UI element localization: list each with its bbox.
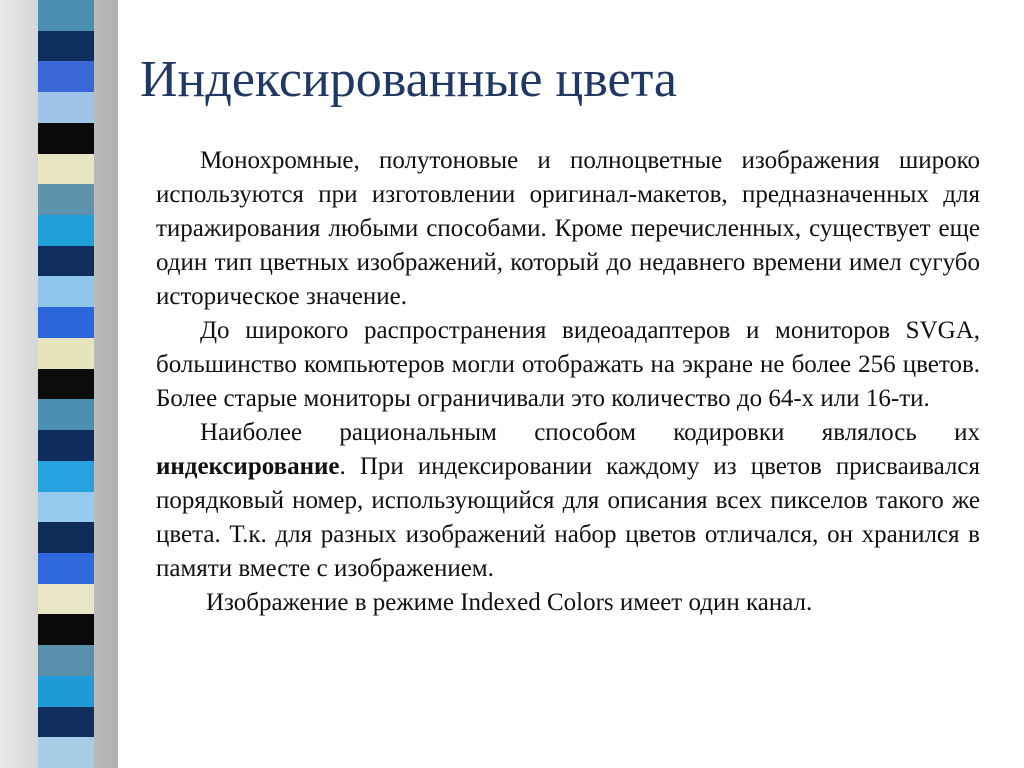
strip-band	[38, 676, 94, 707]
strip-band	[38, 492, 94, 523]
strip-band	[38, 737, 94, 768]
paragraph-4: Изображение в режиме Indexed Colors имеет один канал.	[206, 589, 813, 616]
strip-band	[38, 215, 94, 246]
strip-band	[38, 92, 94, 123]
strip-band	[38, 553, 94, 584]
strip-band	[38, 184, 94, 215]
decorative-color-strip	[38, 0, 94, 768]
strip-band	[38, 123, 94, 154]
paragraph-1: Монохромные, полутоновые и полноцветные изображения широко используются при изготовлении оригинал-макетов, предназначенных для тиражирования любыми способами. Кроме перечисленных, существует еще один тип цветных изображений, который до недавнего времени имел сугубо историческое значение.	[156, 147, 980, 310]
strip-band	[38, 276, 94, 307]
strip-band	[38, 31, 94, 62]
strip-band	[38, 0, 94, 31]
strip-band	[38, 584, 94, 615]
strip-band	[38, 338, 94, 369]
strip-band	[38, 154, 94, 185]
strip-band	[38, 307, 94, 338]
paragraph-3	[156, 416, 980, 586]
paragraph-2: До широкого распространения видеоадаптеров и мониторов SVGA, большинство компьютеров могли отображать на экране не более 256 цветов. Более старые мониторы ограничивали это количество до 64-х или 16-ти.	[156, 317, 980, 412]
strip-band	[38, 522, 94, 553]
term-indexing: индексирование	[156, 453, 340, 480]
strip-band	[38, 399, 94, 430]
slide-body	[156, 144, 980, 620]
strip-band	[38, 61, 94, 92]
slide-title: Индексированные цвета	[140, 51, 678, 108]
strip-band	[38, 246, 94, 277]
strip-band	[38, 707, 94, 738]
paragraph-3-end: . При индексировании каждому из цветов присваивался порядковый номер, использующийся для описания всех пикселов такого же цвета. Т.к. для разных изображений набор цветов отличался, он хранился в памяти вместе с изображением.	[156, 453, 980, 582]
strip-band	[38, 614, 94, 645]
paragraph-3-start: Наиболее рациональным способом кодировки являлось их	[200, 419, 980, 446]
strip-band	[38, 369, 94, 400]
strip-band	[38, 461, 94, 492]
strip-band	[38, 430, 94, 461]
strip-band	[38, 645, 94, 676]
